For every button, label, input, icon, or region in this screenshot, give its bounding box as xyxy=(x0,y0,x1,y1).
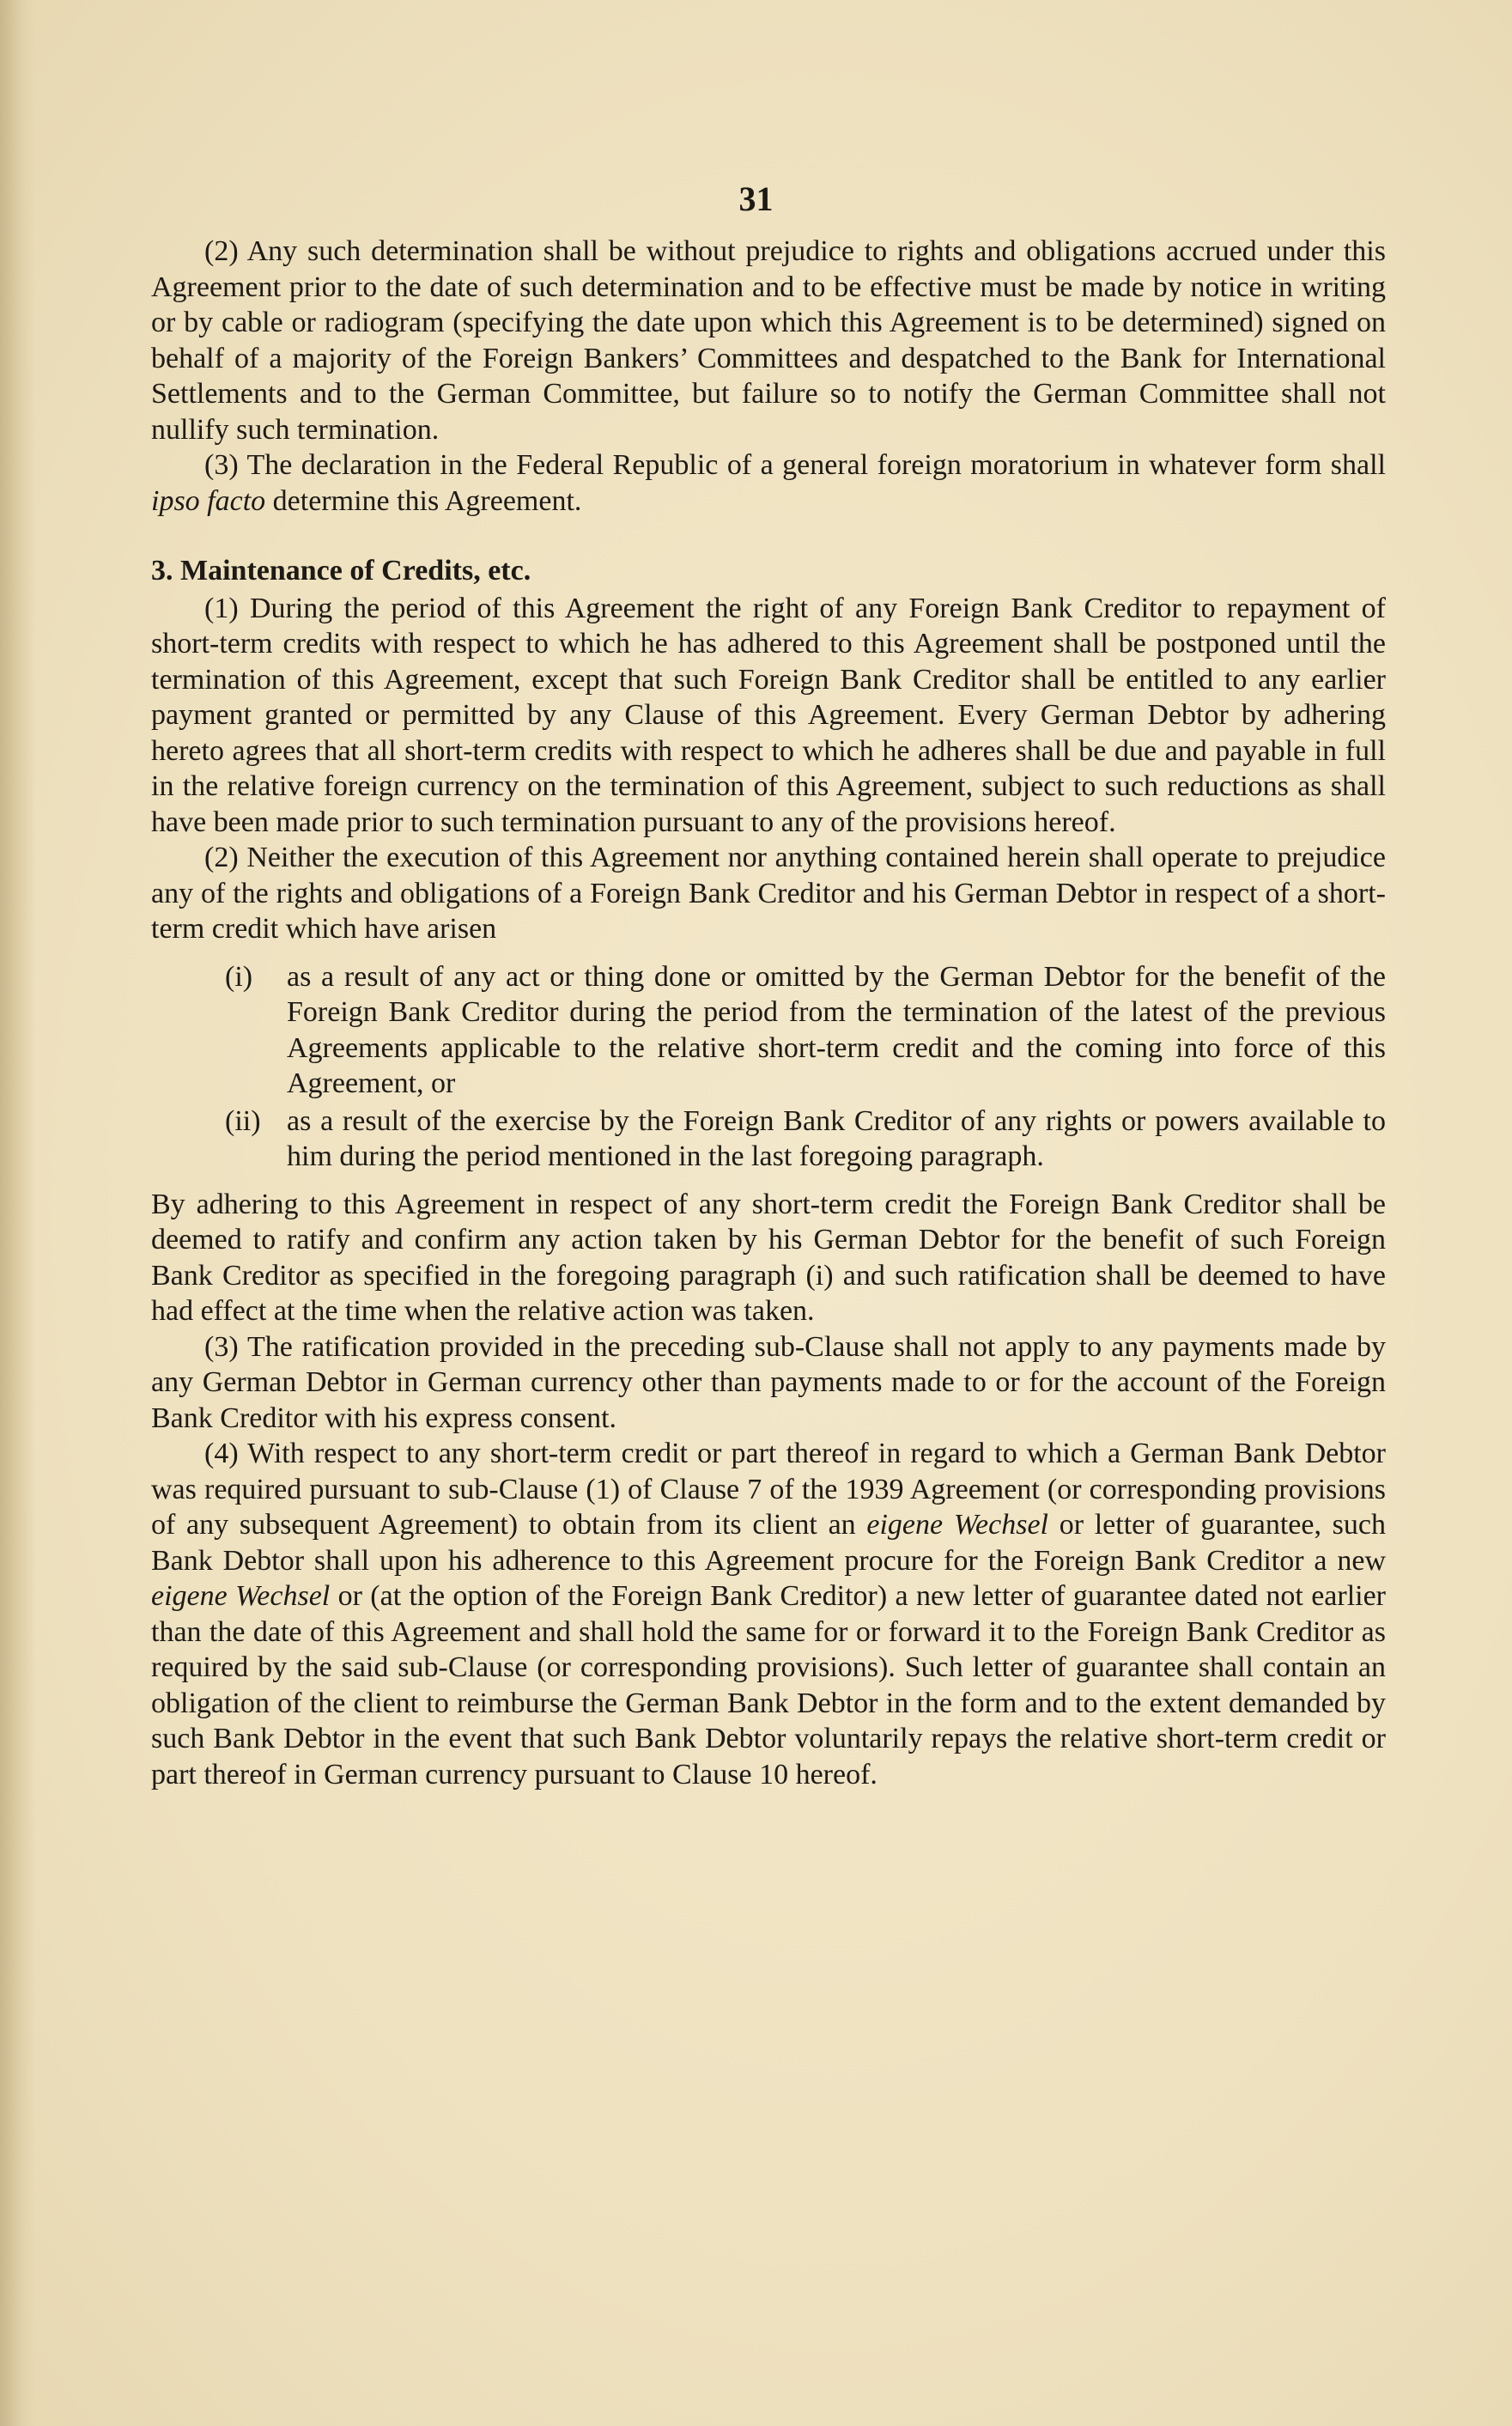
section-paragraph-1: (1) During the period of this Agreement the right of any Foreign Bank Creditor to repayment of short-term credits with respect to which he has adhered to this Agreement shall be postponed until the termination of this Agreement, except that such Foreign Bank Creditor shall be entitled to any earlier payment granted or permitted by any Clause of this Agreement. Every German Debtor by adhering hereto agrees that all short-term credits with respect to which he adheres shall be due and payable in full in the relative foreign currency on the termination of this Agreement, subject to such reductions as shall have been made prior to such termination pursuant to any of the provisions hereof. xyxy=(151,592,1386,838)
binding-gutter xyxy=(0,0,36,2426)
paragraph-4-italic-term-1: eigene Wechsel xyxy=(866,1509,1048,1541)
paragraph-4-text-a: (4) With respect to any short-term credit or part thereof in regard to which a German Bank Debtor was required pursuant to sub-Clause (1) of Clause 7 of the 1939 Agreement (or corresponding provisions of any subsequent Agreement) to obtain from its client an xyxy=(151,1438,1386,1541)
paragraph-4-text-c: or (at the option of the Foreign Bank Creditor) a new letter of guarantee dated not earlier than the date of this Agreement and shall hold the same for or forward it to the Foreign Bank Creditor as required by the said sub-Clause (or corresponding provisions). Such letter of guarantee shall contain an obligation of the client to reimburse the German Bank Debtor in the form and to the extent demanded by such Bank Debtor in the event that such Bank Debtor voluntarily repays the relative short-term credit or part thereof in German currency pursuant to Clause 10 hereof. xyxy=(151,1580,1386,1791)
document-body xyxy=(151,234,1386,1792)
paragraph-3-italic-term: ipso facto xyxy=(151,484,266,517)
list-item-number: (ii) xyxy=(225,1104,261,1137)
section-heading: 3. Maintenance of Credits, etc. xyxy=(151,555,531,587)
ratification-paragraph: By adhering to this Agreement in respect of any short-term credit the Foreign Bank Creditor shall be deemed to ratify and confirm any action taken by his German Debtor for the benefit of such Foreign Bank Creditor as specified in the foregoing paragraph (i) and such ratification shall be deemed to have had effect at the time when the relative action was taken. xyxy=(151,1188,1386,1327)
paragraph-4-italic-term-2: eigene Wechsel xyxy=(151,1580,331,1612)
paragraph-2-determination: (2) Any such determination shall be without prejudice to rights and obligations accrued under this Agreement prior to the date of such determination and to be effective must be made by notice in writing or by cable or radiogram (specifying the date upon which this Agreement is to be determined) signed on behalf of a majority of the Foreign Bankers’ Committees and despatched to the Bank for International Settlements and to the German Committee, but failure so to notify the German Committee shall not nullify such termination. xyxy=(151,235,1386,446)
paragraph-3-text-start: (3) The declaration in the Federal Republic of a general foreign moratorium in whatever form shall xyxy=(204,449,1386,481)
paragraph-3-moratorium xyxy=(151,447,1386,519)
list-item-text: as a result of the exercise by the Foreign Bank Creditor of any rights or powers available to him during the period mentioned in the last foregoing paragraph. xyxy=(287,1104,1386,1172)
section-paragraph-3: (3) The ratification provided in the preceding sub-Clause shall not apply to any payments made by any German Debtor in German currency other than payments made to or for the account of the Foreign Bank Creditor with his express consent. xyxy=(151,1330,1386,1434)
section-paragraph-2: (2) Neither the execution of this Agreement nor anything contained herein shall operate to prejudice any of the rights and obligations of a Foreign Bank Creditor and his German Debtor in respect of a short-term credit which have arisen xyxy=(151,842,1386,945)
list-item xyxy=(225,959,1386,1102)
page-number: 31 xyxy=(738,179,774,218)
paragraph-4-text-b: or letter of guarantee, such Bank Debtor shall upon his adherence to this Agreement procure for the Foreign Bank Creditor a new xyxy=(151,1509,1386,1577)
list-item xyxy=(225,1104,1386,1175)
section-paragraph-4 xyxy=(151,1436,1386,1792)
paragraph-3-text-end: determine this Agreement. xyxy=(265,484,582,517)
list-item-number: (i) xyxy=(225,960,253,993)
list-item-text: as a result of any act or thing done or omitted by the German Debtor for the benefit of the Foreign Bank Creditor during the period from the termination of the latest of the previous Agreements applicable to the relative short-term credit and the coming into force of this Agreement, or xyxy=(287,960,1386,1099)
